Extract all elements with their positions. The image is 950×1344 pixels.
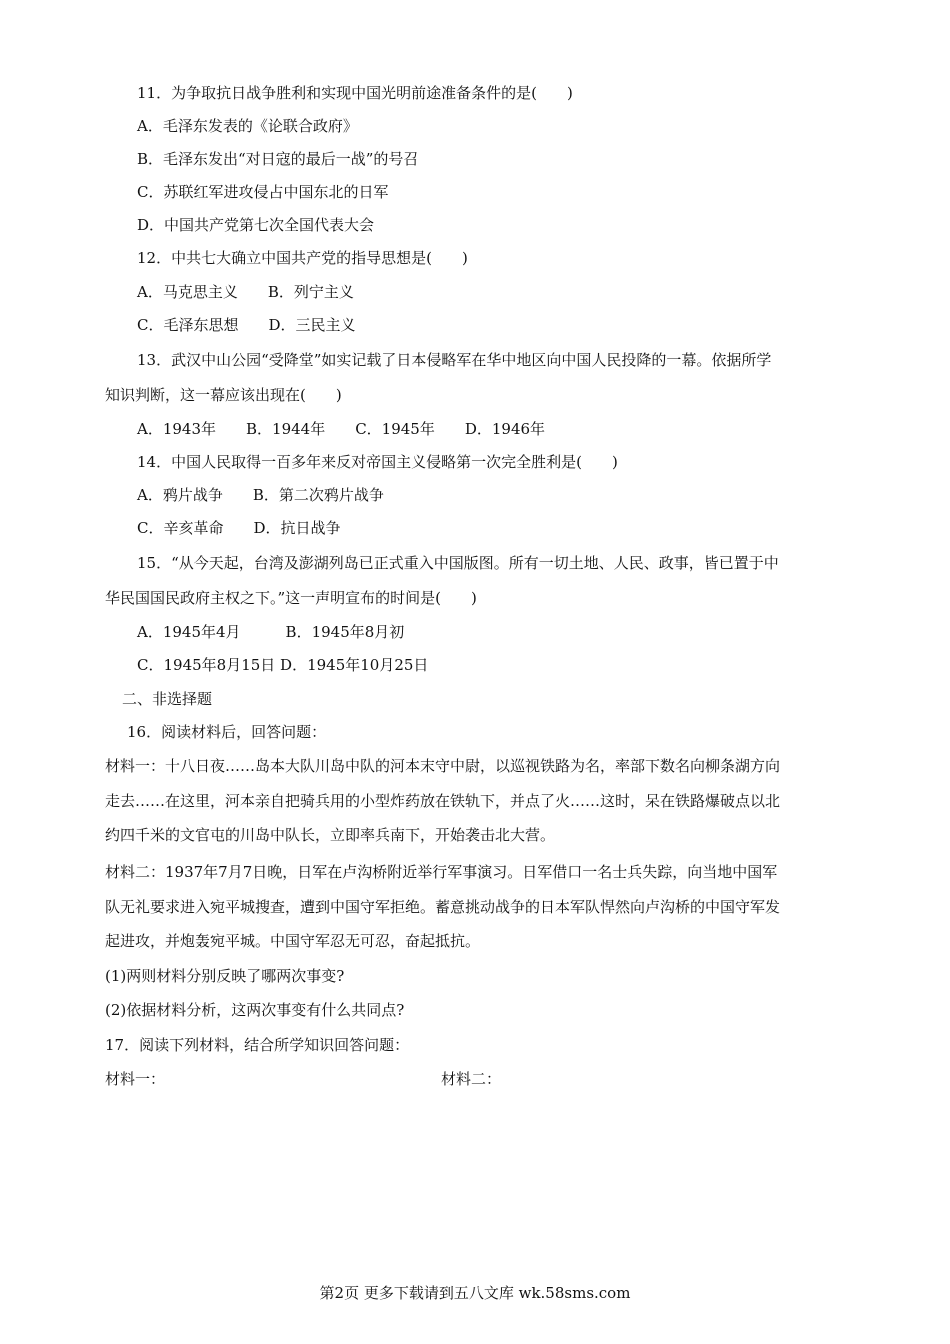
page-footer: 第2页 更多下载请到五八文库 wk.58sms.com	[319, 1284, 631, 1302]
q12-options-cd: C．毛泽东思想 D．三民主义	[137, 316, 356, 334]
q17-material2-label: 材料二：	[441, 1070, 502, 1088]
q16-material2-line2: 队无礼要求进入宛平城搜查，遭到中国守军拒绝。蓄意挑动战争的日本军队悍然向卢沟桥的中国守军发	[105, 898, 781, 916]
q12-options-ab: A．马克思主义 B．列宁主义	[137, 283, 354, 301]
q16-subquestion-2: (2)依据材料分析，这两次事变有什么共同点?	[105, 1001, 405, 1019]
q16-material1-line2: 走去……在这里，河本亲自把骑兵用的小型炸药放在铁轨下，并点了火……这时，呆在铁路爆破点以北	[105, 792, 781, 810]
q16-material1-line3: 约四千米的文官屯的川岛中队长，立即率兵南下，开始袭击北大营。	[105, 826, 556, 844]
q14-stem: 14．中国人民取得一百多年来反对帝国主义侵略第一次完全胜利是( )	[137, 453, 618, 471]
q13-stem-line2: 知识判断，这一幕应该出现在( )	[105, 386, 342, 404]
q17-material1-label: 材料一：	[105, 1070, 166, 1088]
q11-option-c: C．苏联红军进攻侵占中国东北的日军	[137, 183, 389, 201]
q16-material1-line1: 材料一：十八日夜……岛本大队川岛中队的河本末守中尉，以巡视铁路为名，率部下数名向柳条湖方向	[105, 757, 781, 775]
q12-stem: 12．中共七大确立中国共产党的指导思想是( )	[137, 249, 468, 267]
q16-stem: 16．阅读材料后，回答问题：	[127, 723, 327, 741]
q11-stem: 11．为争取抗日战争胜利和实现中国光明前途准备条件的是( )	[137, 84, 573, 102]
q15-options-ab: A．1945年4月 B．1945年8月初	[137, 623, 405, 641]
q13-stem-line1: 13．武汉中山公园“受降堂”如实记载了日本侵略军在华中地区向中国人民投降的一幕。依据所学	[137, 351, 772, 369]
q15-stem-line2: 华民国国民政府主权之下。”这一声明宣布的时间是( )	[105, 589, 477, 607]
q11-option-b: B．毛泽东发出“对日寇的最后一战”的号召	[137, 150, 419, 168]
q16-material2-line3: 起进攻，并炮轰宛平城。中国守军忍无可忍，奋起抵抗。	[105, 932, 481, 950]
q16-subquestion-1: (1)两则材料分别反映了哪两次事变?	[105, 967, 345, 985]
q16-material2-line1: 材料二：1937年7月7日晚，日军在卢沟桥附近举行军事演习。日军借口一名士兵失踪，向当地中国军	[105, 863, 778, 881]
q14-options-ab: A．鸦片战争 B．第二次鸦片战争	[137, 486, 384, 504]
q11-option-a: A．毛泽东发表的《论联合政府》	[137, 117, 358, 135]
section-2-title: 二、非选择题	[122, 690, 213, 708]
q14-options-cd: C．辛亥革命 D．抗日战争	[137, 519, 341, 537]
q13-options: A．1943年 B．1944年 C．1945年 D．1946年	[137, 420, 546, 438]
q11-option-d: D．中国共产党第七次全国代表大会	[137, 216, 375, 234]
q17-stem: 17．阅读下列材料，结合所学知识回答问题：	[105, 1036, 410, 1054]
q15-stem-line1: 15．“从今天起，台湾及澎湖列岛已正式重入中国版图。所有一切土地、人民、政事，皆已置于中	[137, 554, 779, 572]
q15-options-cd: C．1945年8月15日 D．1945年10月25日	[137, 656, 429, 674]
